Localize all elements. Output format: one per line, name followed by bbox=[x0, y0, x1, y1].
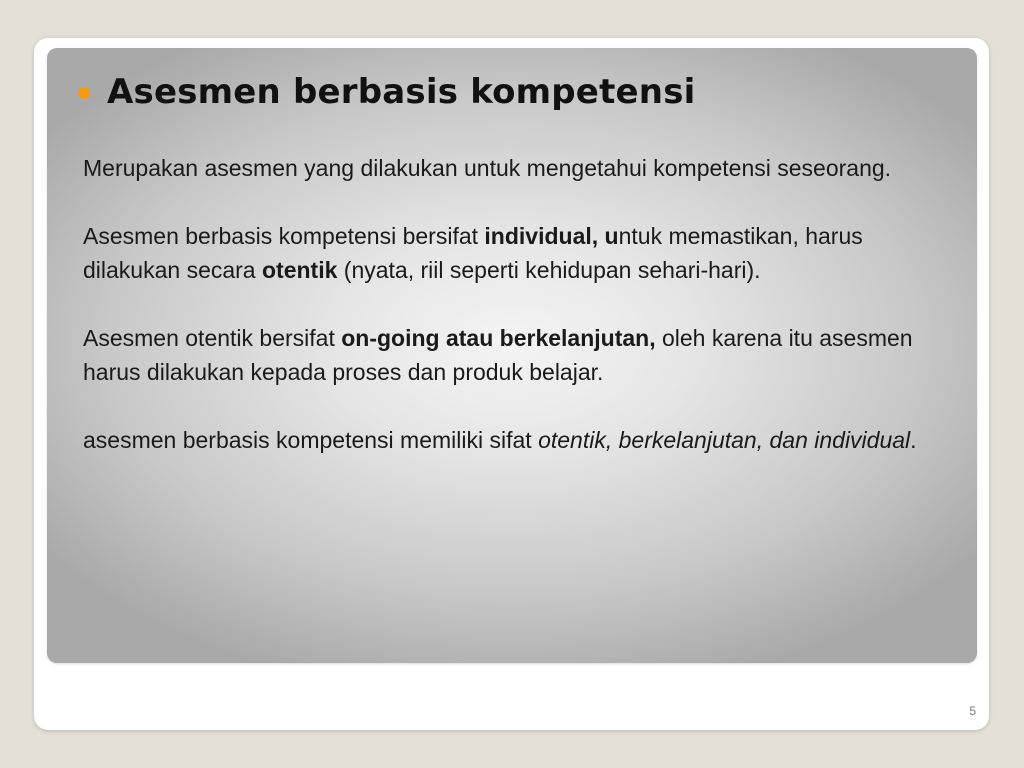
paragraph-individual bbox=[83, 219, 963, 287]
paragraph-summary bbox=[83, 423, 963, 457]
bold-term: on-going atau berkelanjutan, bbox=[341, 325, 656, 351]
paragraph-text: . bbox=[910, 427, 917, 453]
paragraph-text: (nyata, riil seperti kehidupan sehari-hari). bbox=[337, 257, 761, 283]
paragraph-text: ntuk memastikan, harus dilakukan secara bbox=[83, 223, 863, 283]
paragraph-text: Merupakan asesmen yang dilakukan untuk mengetahui kompetensi seseorang. bbox=[83, 155, 892, 181]
paragraph-text: asesmen berbasis kompetensi memiliki sifat bbox=[83, 427, 539, 453]
bullet-icon bbox=[78, 87, 90, 99]
paragraph-ongoing bbox=[83, 321, 963, 389]
slide-body bbox=[83, 151, 963, 491]
paragraph-definition bbox=[83, 151, 963, 185]
bold-term: individual, u bbox=[484, 223, 619, 249]
slide-title: Asesmen berbasis kompetensi bbox=[107, 72, 696, 112]
italic-term: otentik, berkelanjutan, dan individual bbox=[538, 427, 911, 453]
page-number: 5 bbox=[969, 704, 976, 718]
paragraph-text: Asesmen berbasis kompetensi bersifat bbox=[83, 223, 485, 249]
heading-row bbox=[78, 72, 695, 112]
bold-term: otentik bbox=[262, 257, 338, 283]
paragraph-text: Asesmen otentik bersifat bbox=[83, 325, 342, 351]
paragraph-text: oleh karena itu asesmen harus dilakukan kepada proses dan produk belajar. bbox=[83, 325, 913, 385]
